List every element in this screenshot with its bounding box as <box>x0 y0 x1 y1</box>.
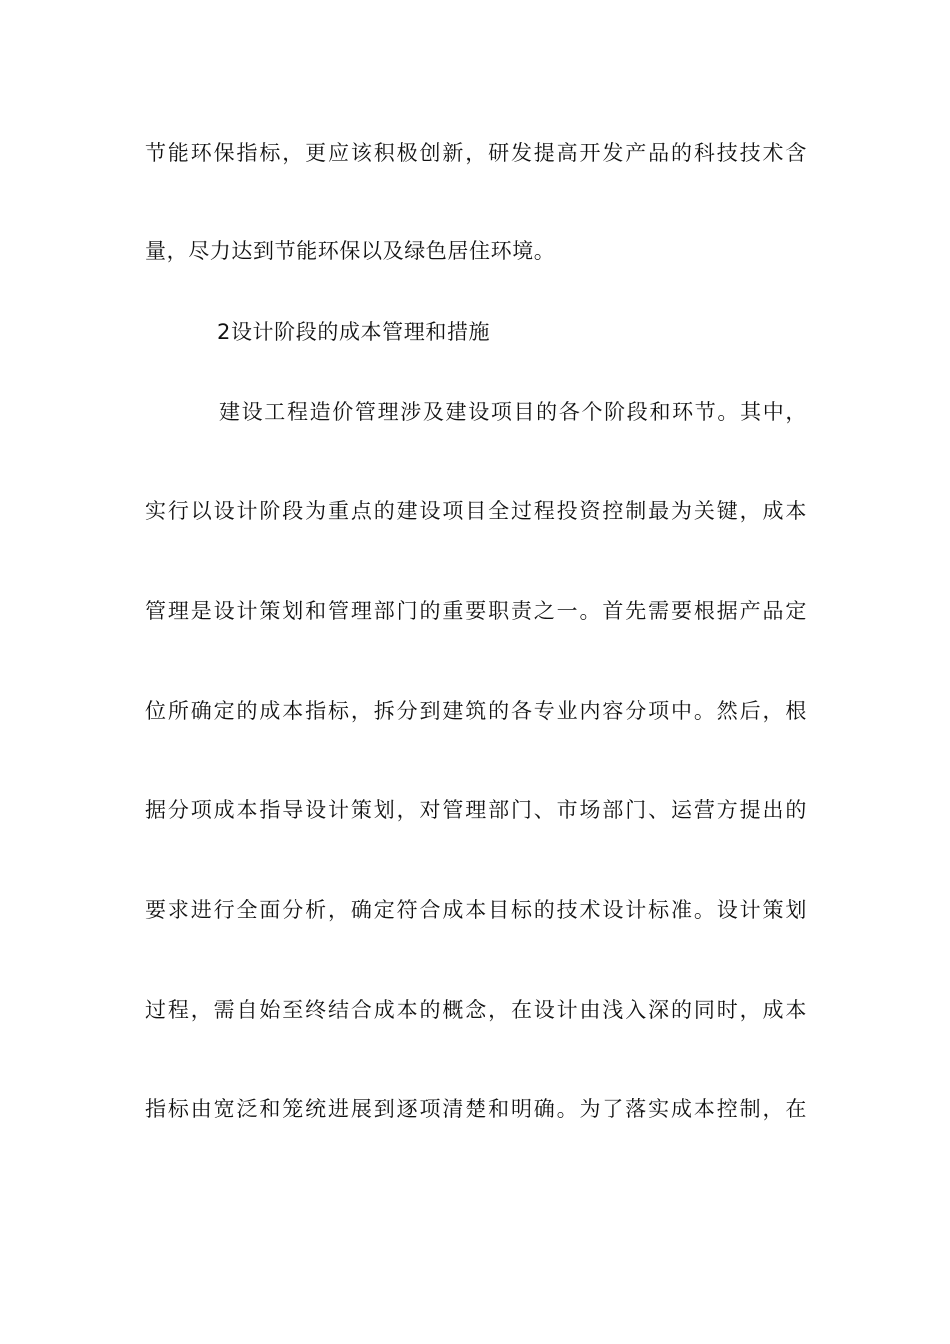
paragraph-line-4: 建设工程造价管理涉及建设项目的各个阶段和环节。其中， <box>219 400 807 424</box>
paragraph-line-2: 量，尽力达到节能环保以及绿色居住环境。 <box>145 239 556 263</box>
section-heading: 2设计阶段的成本管理和措施 <box>217 320 491 344</box>
paragraph-line-11: 指标由宽泛和笼统进展到逐项清楚和明确。为了落实成本控制，在 <box>145 1097 807 1121</box>
paragraph-line-5: 实行以设计阶段为重点的建设项目全过程投资控制最为关键，成本 <box>145 499 807 523</box>
paragraph-line-1: 节能环保指标，更应该积极创新，研发提高开发产品的科技技术含 <box>145 141 807 165</box>
paragraph-line-10: 过程，需自始至终结合成本的概念，在设计由浅入深的同时，成本 <box>145 998 807 1022</box>
paragraph-line-9: 要求进行全面分析，确定符合成本目标的技术设计标准。设计策划 <box>145 898 807 922</box>
paragraph-line-7: 位所确定的成本指标，拆分到建筑的各专业内容分项中。然后，根 <box>145 699 807 723</box>
paragraph-line-8: 据分项成本指导设计策划，对管理部门、市场部门、运营方提出的 <box>145 798 807 822</box>
paragraph-line-6: 管理是设计策划和管理部门的重要职责之一。首先需要根据产品定 <box>145 599 807 623</box>
